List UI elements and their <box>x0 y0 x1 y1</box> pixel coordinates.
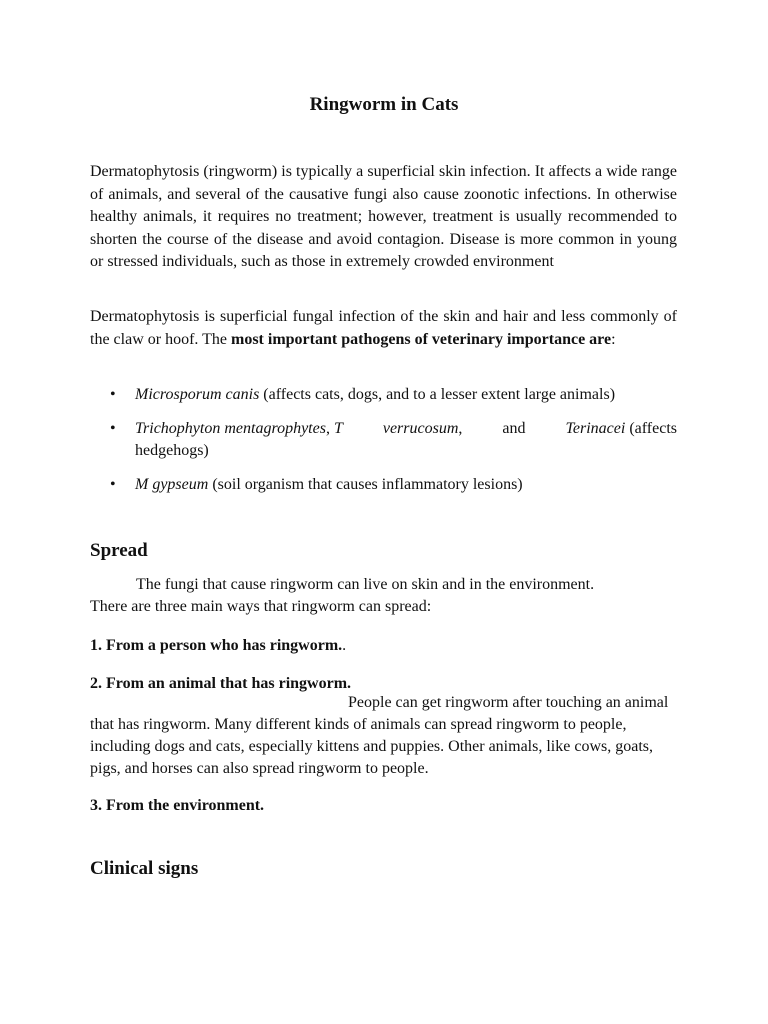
pathogens-paragraph-text: Dermatophytosis is superficial fungal infection of the skin and hair and less commonly of the claw or hoof. The <box>90 308 677 348</box>
pathogens-paragraph-bold: most important pathogens of veterinary importance are <box>231 330 612 348</box>
spread-item-animal-body: People can get ringworm after touching an animal that has ringworm. Many different kinds of animals can spread ringworm to people, including dogs and cats, especially kittens and puppies. Other animals, like cows, goats, pigs, and horses can also spread ringworm to people. <box>90 694 669 777</box>
pathogen-separator: , <box>458 420 463 437</box>
spread-item-animal: 2. From an animal that has ringworm. <box>90 675 352 692</box>
list-item <box>90 384 677 406</box>
pathogen-name: Microsporum canis <box>135 386 260 403</box>
pathogen-name-group <box>383 418 463 440</box>
pathogen-separator: , <box>325 420 334 437</box>
spread-item-environment: 3. From the environment. <box>90 797 265 814</box>
pathogen-line <box>135 418 677 440</box>
pathogen-note: (affects cats, dogs, and to a lesser extent large animals) <box>259 386 616 403</box>
pathogens-paragraph <box>90 306 677 351</box>
document-title: Ringworm in Cats <box>309 94 459 115</box>
list-item <box>90 418 677 462</box>
list-item <box>90 474 677 496</box>
spread-item-person <box>90 635 346 657</box>
pathogen-name: Trichophyton mentagrophytes <box>135 420 326 437</box>
pathogen-name: verrucosum <box>382 420 459 437</box>
pathogen-name: T <box>333 420 343 437</box>
clinical-signs-heading: Clinical signs <box>90 858 199 879</box>
pathogen-name-group <box>565 418 677 440</box>
pathogen-list <box>90 384 677 508</box>
spread-intro <box>90 574 680 618</box>
spread-item-label: 1. From a person who has ringworm. <box>90 637 343 654</box>
pathogen-conjunction: and <box>502 420 526 437</box>
pathogen-note: (affects <box>625 420 677 437</box>
spread-item-tail: . <box>342 637 347 654</box>
pathogen-name: M gypseum <box>135 476 209 493</box>
spread-heading: Spread <box>90 540 148 561</box>
pathogens-paragraph-tail: : <box>611 330 616 348</box>
pathogen-name: Terinacei <box>565 420 626 437</box>
intro-paragraph: Dermatophytosis (ringworm) is typically a superficial skin infection. It affects a wide range of animals, and several of the causative fungi also cause zoonotic infections. In otherwise healthy animals, it requires no treatment; however, treatment is usually recommended to shorten the course of the disease and avoid contagion. Disease is more common in young or stressed individuals, such as those in extremely crowded environment <box>90 163 677 271</box>
pathogen-note-continuation: hedgehogs) <box>135 442 209 459</box>
pathogen-names-group <box>135 418 343 440</box>
spread-intro-line: There are three main ways that ringworm can spread: <box>90 598 432 615</box>
pathogen-note: (soil organism that causes inflammatory lesions) <box>208 476 523 493</box>
spread-intro-line: The fungi that cause ringworm can live on skin and in the environment. <box>136 576 595 593</box>
